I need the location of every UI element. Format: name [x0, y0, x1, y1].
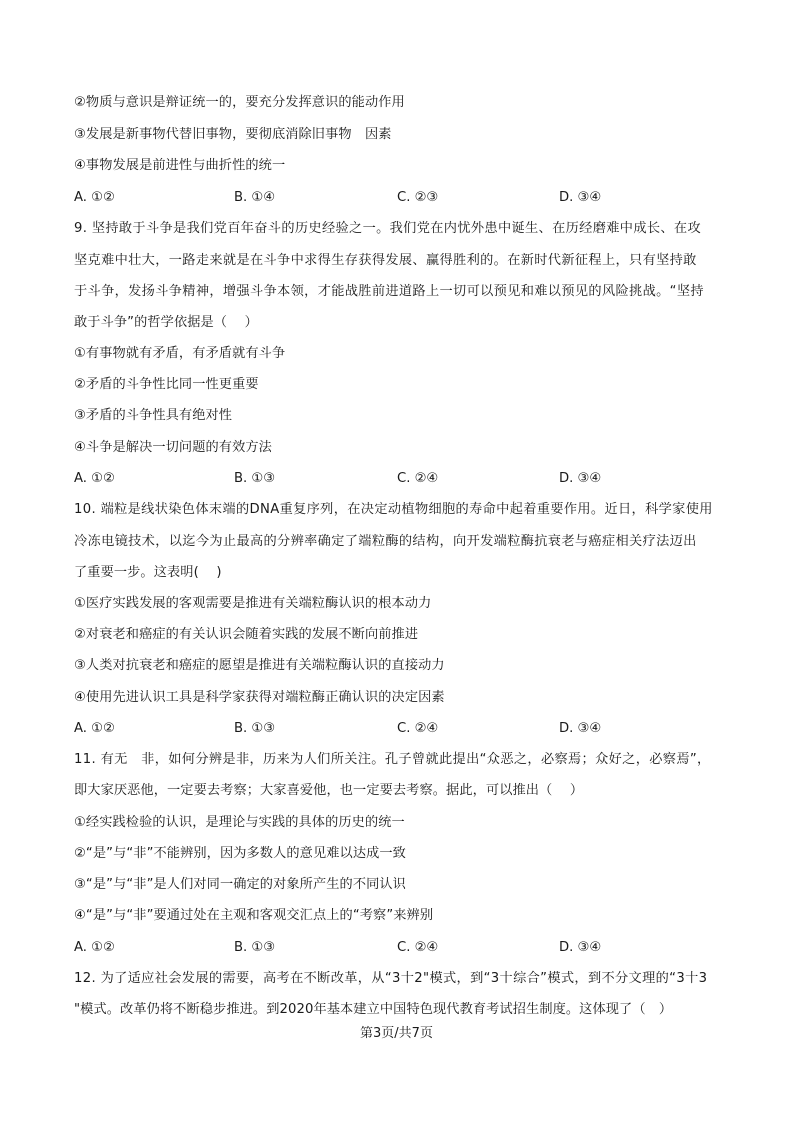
q11-option-c[interactable]: C. ②④ [397, 940, 439, 955]
q10-option-c[interactable]: C. ②④ [397, 721, 439, 736]
q8-item-4: ④事物发展是前进性与曲折性的统一 [74, 158, 286, 173]
q10-options [74, 720, 714, 738]
q11-item-4: ④“是”与“非”要通过处在主观和客观交汇点上的“考察”来辨别 [74, 908, 434, 923]
q9-option-c[interactable]: C. ②④ [397, 471, 439, 486]
q8-option-a[interactable]: A. ①② [74, 190, 115, 205]
q11-stem-line-1: 11. 有无 非，如何分辨是非，历来为人们所关注。孔子曾就此提出“众恶之，必察焉；众好之，必察焉”， [74, 752, 711, 767]
q8-option-b[interactable]: B. ①④ [234, 190, 276, 205]
q12-stem-line-1: 12. 为了适应社会发展的需要，高考在不断改革，从“3十2"模式，到“3十综合”模式，到不分文理的“3十3 [74, 971, 708, 986]
q9-item-4: ④斗争是解决一切问题的有效方法 [74, 440, 272, 455]
q8-item-3: ③发展是新事物代替旧事物，要彻底消除旧事物 因素 [74, 127, 392, 142]
q10-stem-line-1: 10. 端粒是线状染色体末端的DNA重复序列，在决定动植物细胞的寿命中起着重要作用。近日，科学家使用 [74, 502, 713, 517]
q9-stem-line-1: 9. 坚持敢于斗争是我们党百年奋斗的历史经验之一。我们党在内忧外患中诞生、在历经磨难中成长、在攻 [74, 221, 702, 236]
q9-item-3: ③矛盾的斗争性具有绝对性 [74, 408, 233, 423]
q9-option-d[interactable]: D. ③④ [559, 471, 602, 486]
q10-stem-line-3: 了重要一步。这表明( ) [74, 565, 222, 580]
q9-stem-line-2: 坚克难中壮大，一路走来就是在斗争中求得生存获得发展、赢得胜利的。在新时代新征程上，只有坚持敢 [74, 253, 697, 268]
q8-options [74, 189, 714, 207]
q11-option-d[interactable]: D. ③④ [559, 940, 602, 955]
q11-option-a[interactable]: A. ①② [74, 940, 115, 955]
q10-item-2: ②对衰老和癌症的有关认识会随着实践的发展不断向前推进 [74, 627, 419, 642]
page-number-footer: 第3页/共7页 [360, 1026, 433, 1041]
q9-option-b[interactable]: B. ①③ [234, 471, 276, 486]
q10-option-a[interactable]: A. ①② [74, 721, 115, 736]
q8-option-d[interactable]: D. ③④ [559, 190, 602, 205]
q9-stem-line-4: 敢于斗争”的哲学依据是（ ） [74, 315, 258, 330]
q10-option-d[interactable]: D. ③④ [559, 721, 602, 736]
q9-options [74, 470, 714, 488]
q9-stem-line-3: 于斗争，发扬斗争精神，增强斗争本领，才能战胜前进道路上一切可以预见和难以预见的风险挑战。“坚持 [74, 284, 704, 299]
q9-option-a[interactable]: A. ①② [74, 471, 115, 486]
q11-options [74, 939, 714, 957]
q10-item-1: ①医疗实践发展的客观需要是推进有关端粒酶认识的根本动力 [74, 596, 432, 611]
q9-item-2: ②矛盾的斗争性比同一性更重要 [74, 377, 259, 392]
q9-item-1: ①有事物就有矛盾，有矛盾就有斗争 [74, 346, 286, 361]
q10-stem-line-2: 冷冻电镜技术，以迄今为止最高的分辨率确定了端粒酶的结构，向开发端粒酶抗衰老与癌症相关疗法迈出 [74, 534, 697, 549]
q10-option-b[interactable]: B. ①③ [234, 721, 276, 736]
q11-stem-line-2: 即大家厌恶他，一定要去考察；大家喜爱他，也一定要去考察。据此，可以推出（ ） [74, 783, 584, 798]
q8-option-c[interactable]: C. ②③ [397, 190, 439, 205]
q10-item-3: ③人类对抗衰老和癌症的愿望是推进有关端粒酶认识的直接动力 [74, 658, 445, 673]
q11-item-2: ②“是”与“非”不能辨别，因为多数人的意见难以达成一致 [74, 846, 406, 861]
q12-stem-line-2: "模式。改革仍将不断稳步推进。到2020年基本建立中国特色现代教育考试招生制度。这体现了（ ） [74, 1002, 673, 1017]
q11-item-1: ①经实践检验的认识，是理论与实践的具体的历史的统一 [74, 815, 405, 830]
q8-item-2: ②物质与意识是辩证统一的，要充分发挥意识的能动作用 [74, 95, 405, 110]
q11-item-3: ③“是”与“非”是人们对同一确定的对象所产生的不同认识 [74, 877, 406, 892]
q11-option-b[interactable]: B. ①③ [234, 940, 276, 955]
q10-item-4: ④使用先进认识工具是科学家获得对端粒酶正确认识的决定因素 [74, 690, 445, 705]
